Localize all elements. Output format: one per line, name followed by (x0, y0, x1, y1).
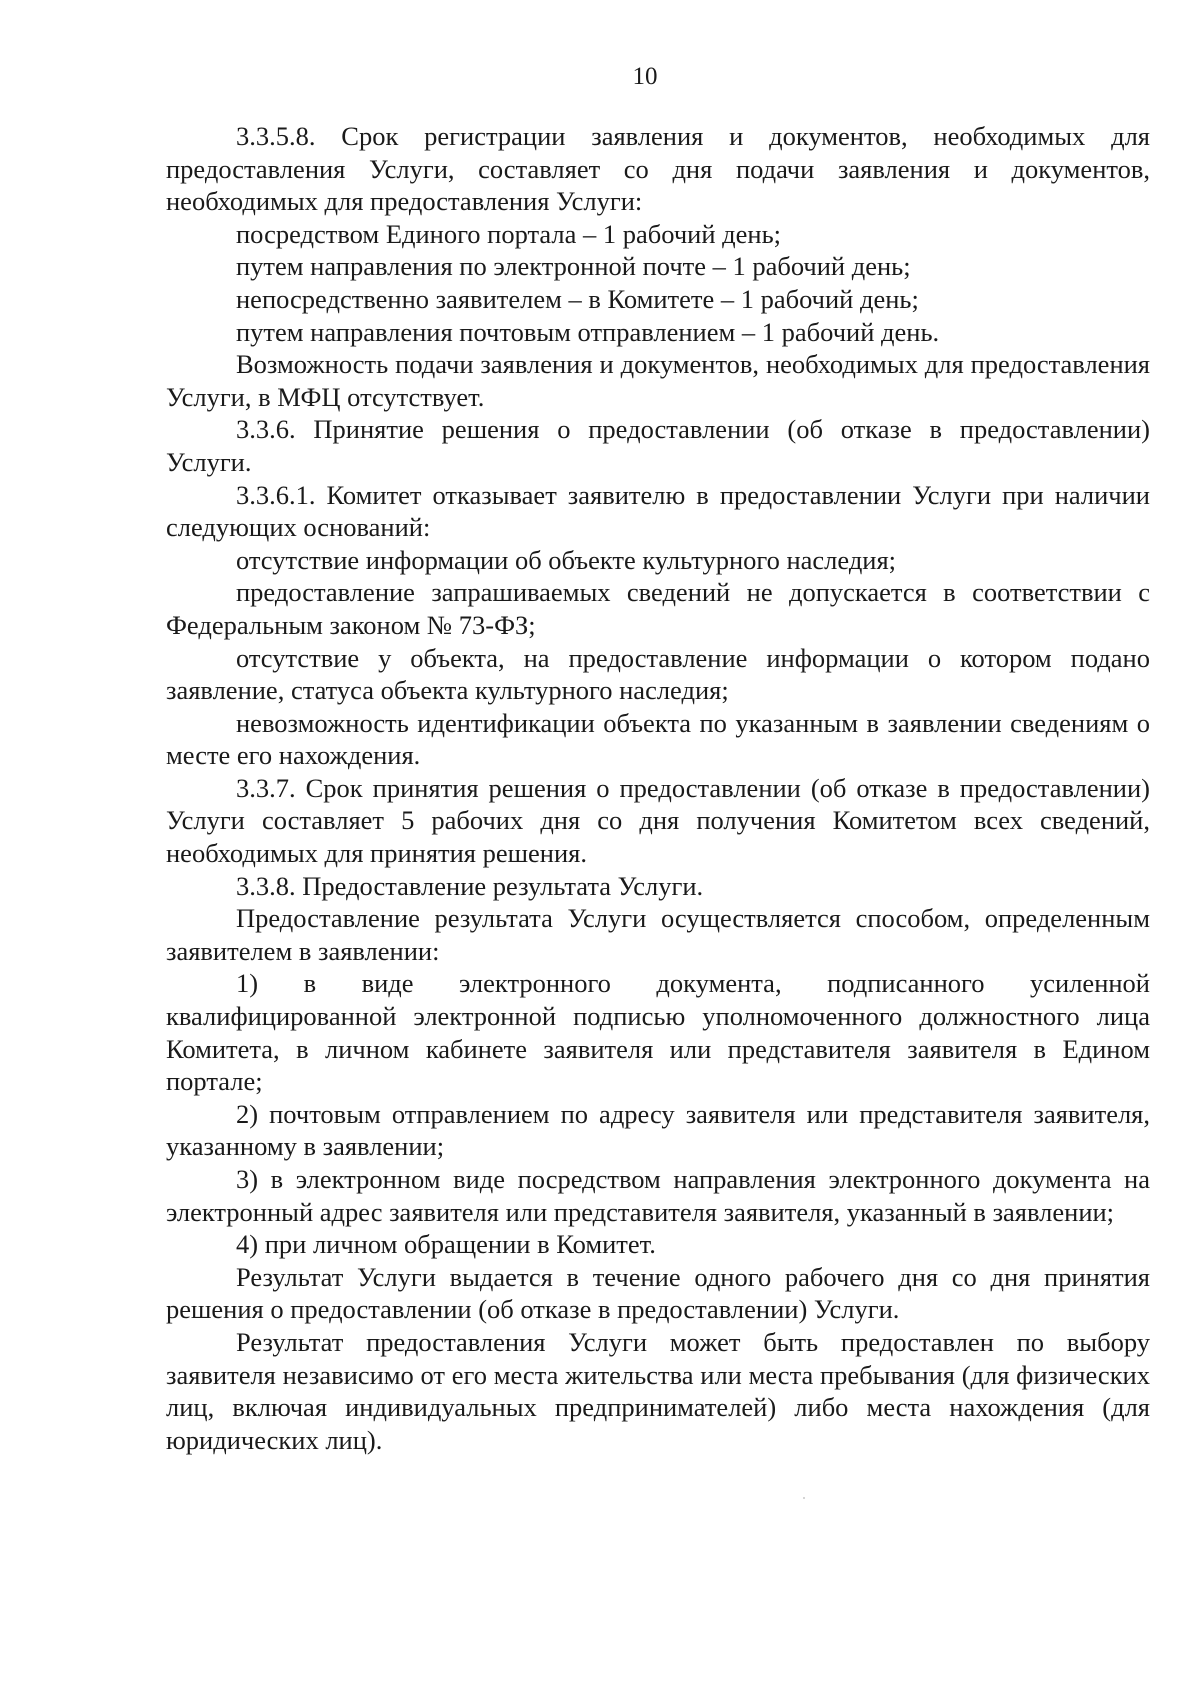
paragraph-3-3-5-8: 3.3.5.8. Срок регистрации заявления и документов, необходимых для предоставления Услуги, составляет со дня подачи заявления и документов, необходимых для предоставления Услуги: (166, 121, 1150, 217)
list-item-method-1: 1) в виде электронного документа, подписанного усиленной квалифицированной электронной подписью уполномоченного должностного лица Комитета, в личном кабинете заявителя или представителя заявителя в Едином портале; (166, 968, 1150, 1097)
document-body (166, 120, 1150, 1456)
paragraph-3-3-6: 3.3.6. Принятие решения о предоставлении (об отказе в предоставлении) Услуги. (166, 414, 1150, 477)
scan-artifact (803, 1497, 805, 1499)
paragraph-3-3-8: 3.3.8. Предоставление результата Услуги. (236, 870, 704, 901)
paragraph-result-choice: Результат предоставления Услуги может быть предоставлен по выбору заявителя независимо от его места жительства или места пребывания (для физических лиц, включая индивидуальных предпринимателей) либо места нахождения (для юридических лиц). (166, 1326, 1150, 1455)
list-item-no-info: отсутствие информации об объекте культурного наследия; (236, 544, 897, 575)
list-item-email: путем направления по электронной почте – 1 рабочий день; (236, 251, 911, 282)
paragraph-3-3-7: 3.3.7. Срок принятия решения о предоставлении (об отказе в предоставлении) Услуги составляет 5 рабочих дня со дня получения Комитетом всех сведений, необходимых для принятия решения. (166, 772, 1150, 869)
paragraph-result-method: Предоставление результата Услуги осуществляется способом, определенным заявителем в заявлении: (166, 903, 1150, 966)
page-number: 10 (632, 63, 658, 90)
paragraph-result-issued: Результат Услуги выдается в течение одного рабочего дня со дня принятия решения о предоставлении (об отказе в предоставлении) Услуги. (166, 1261, 1150, 1325)
paragraph-3-3-6-1: 3.3.6.1. Комитет отказывает заявителю в предоставлении Услуги при наличии следующих оснований: (166, 479, 1150, 543)
list-item-method-3: 3) в электронном виде посредством направления электронного документа на электронный адрес заявителя или представителя заявителя, указанный в заявлении; (166, 1164, 1150, 1227)
list-item-not-allowed: предоставление запрашиваемых сведений не допускается в соответствии с Федеральным законом № 73-ФЗ; (166, 577, 1150, 640)
list-item-no-status: отсутствие у объекта, на предоставление информации о котором подано заявление, статуса объекта культурного наследия; (166, 642, 1150, 706)
list-item-postal: путем направления почтовым отправлением – 1 рабочий день. (236, 316, 940, 347)
list-item-method-4: 4) при личном обращении в Комитет. (236, 1229, 656, 1260)
list-item-no-identification: невозможность идентификации объекта по указанным в заявлении сведениям о месте его нахождения. (166, 707, 1150, 771)
list-item-single-portal: посредством Единого портала – 1 рабочий день; (236, 218, 782, 249)
list-item-method-2: 2) почтовым отправлением по адресу заявителя или представителя заявителя, указанному в заявлении; (166, 1098, 1150, 1162)
list-item-in-person: непосредственно заявителем – в Комитете – 1 рабочий день; (236, 283, 919, 314)
paragraph-mfc: Возможность подачи заявления и документов, необходимых для предоставления Услуги, в МФЦ отсутствует. (166, 349, 1150, 412)
